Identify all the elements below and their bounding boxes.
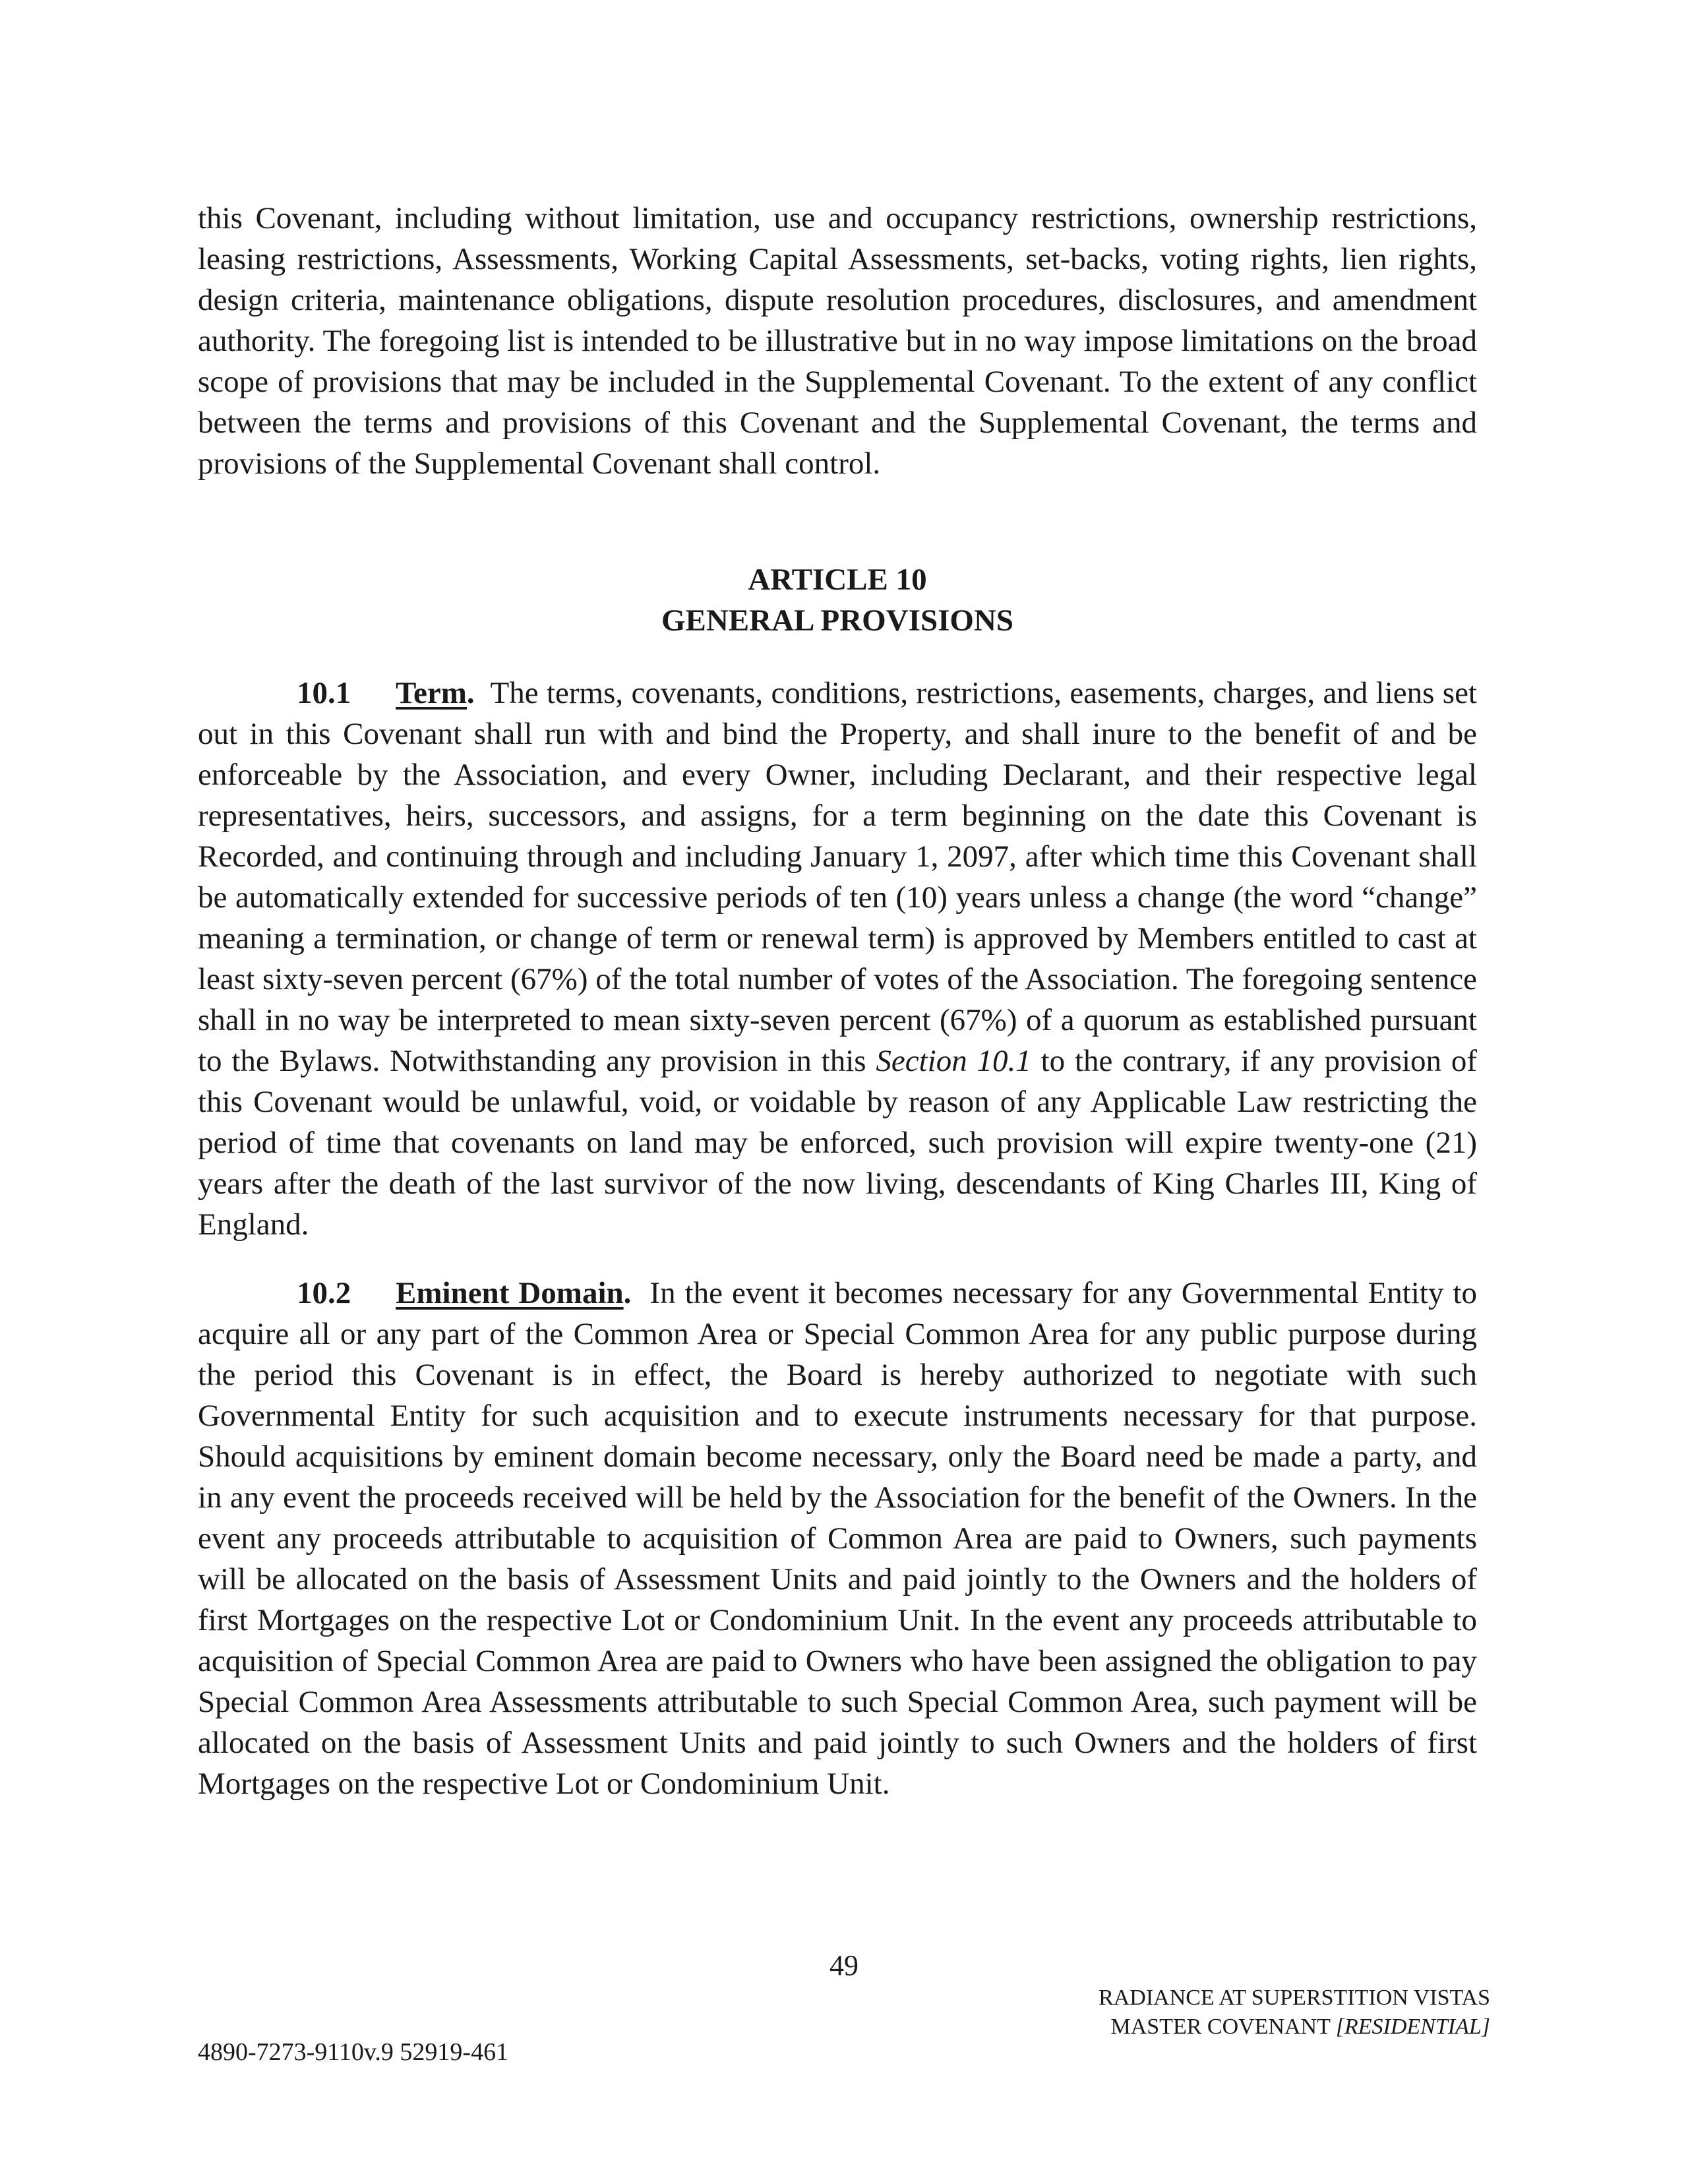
section-heading: Eminent Domain [396, 1276, 624, 1310]
section-heading-period: . [466, 676, 475, 710]
footer-project-label [1099, 1984, 1490, 2042]
article-number: ARTICLE 10 [748, 562, 927, 597]
footer-project-line2 [1099, 2013, 1490, 2042]
section-number: 10.1 [297, 676, 351, 710]
document-id: 4890-7273-9110v.9 52919-461 [198, 2038, 509, 2066]
footer-project-line2-main: MASTER COVENANT [1110, 2015, 1331, 2039]
section-text-continued: to the contrary, if any provision of this Covenant would be unlawful, void, or voidable by reason of any Applicable Law restricting the period of time that covenants on land may be enforced, such provision will expire twenty-one (21) years after the death of the last survivor of the now living, descendants of King Charles III, King of England. [198, 1044, 1478, 1242]
section-number: 10.2 [297, 1276, 351, 1310]
section-10-1 [198, 673, 1477, 1245]
page-number: 49 [829, 1949, 859, 1982]
footer-project-line2-italic: [RESIDENTIAL] [1335, 2015, 1490, 2039]
section-reference: Section 10.1 [876, 1044, 1031, 1078]
intro-paragraph: this Covenant, including without limitation, use and occupancy restrictions, ownership restrictions, leasing restrictions, Assessments, Working Capital Assessments, set-backs, voting rights, lien rights, design criteria, maintenance obligations, dispute resolution procedures, disclosures, and amendment authority. The foregoing list is intended to be illustrative but in no way impose limitations on the broad scope of provisions that may be included in the Supplemental Covenant. To the extent of any conflict between the terms and provisions of this Covenant and the Supplemental Covenant, the terms and provisions of the Supplemental Covenant shall control. [198, 201, 1477, 481]
section-heading: Term [396, 676, 467, 710]
footer-project-line1: RADIANCE AT SUPERSTITION VISTAS [1099, 1986, 1490, 2010]
section-heading-period: . [623, 1276, 632, 1310]
article-title: GENERAL PROVISIONS [661, 603, 1014, 638]
section-text: The terms, covenants, conditions, restrictions, easements, charges, and liens set out in this Covenant shall run with and bind the Property, and shall inure to the benefit of and be enforceable by the Association, and every Owner, including Declarant, and their respective legal representatives, heirs, successors, and assigns, for a term beginning on the date this Covenant is Recorded, and continuing through and including January 1, 2097, after which time this Covenant shall be automatically extended for successive periods of ten (10) years unless a change (the word “change” meaning a termination, or change of term or renewal term) is approved by Members entitled to cast at least sixty-seven percent (67%) of the total number of votes of the Association. The foregoing sentence shall in no way be interpreted to mean sixty-seven percent (67%) of a quorum as established pursuant to the Bylaws. Notwithstanding any provision in this [198, 676, 1477, 1078]
section-text: In the event it becomes necessary for any Governmental Entity to acquire all or any part of the Common Area or Special Common Area for any public purpose during the period this Covenant is in effect, the Board is hereby authorized to negotiate with such Governmental Entity for such acquisition and to execute instruments necessary for that purpose. Should acquisitions by eminent domain become necessary, only the Board need be made a party, and in any event the proceeds received will be held by the Association for the benefit of the Owners. In the event any proceeds attributable to acquisition of Common Area are paid to Owners, such payments will be allocated on the basis of Assessment Units and paid jointly to the Owners and the holders of first Mortgages on the respective Lot or Condominium Unit. In the event any proceeds attributable to acquisition of Special Common Area are paid to Owners who have been assigned the obligation to pay Special Common Area Assessments attributable to such Special Common Area, such payment will be allocated on the basis of Assessment Units and paid jointly to such Owners and the holders of first Mortgages on the respective Lot or Condominium Unit. [198, 1276, 1478, 1801]
section-10-2 [198, 1273, 1477, 1804]
